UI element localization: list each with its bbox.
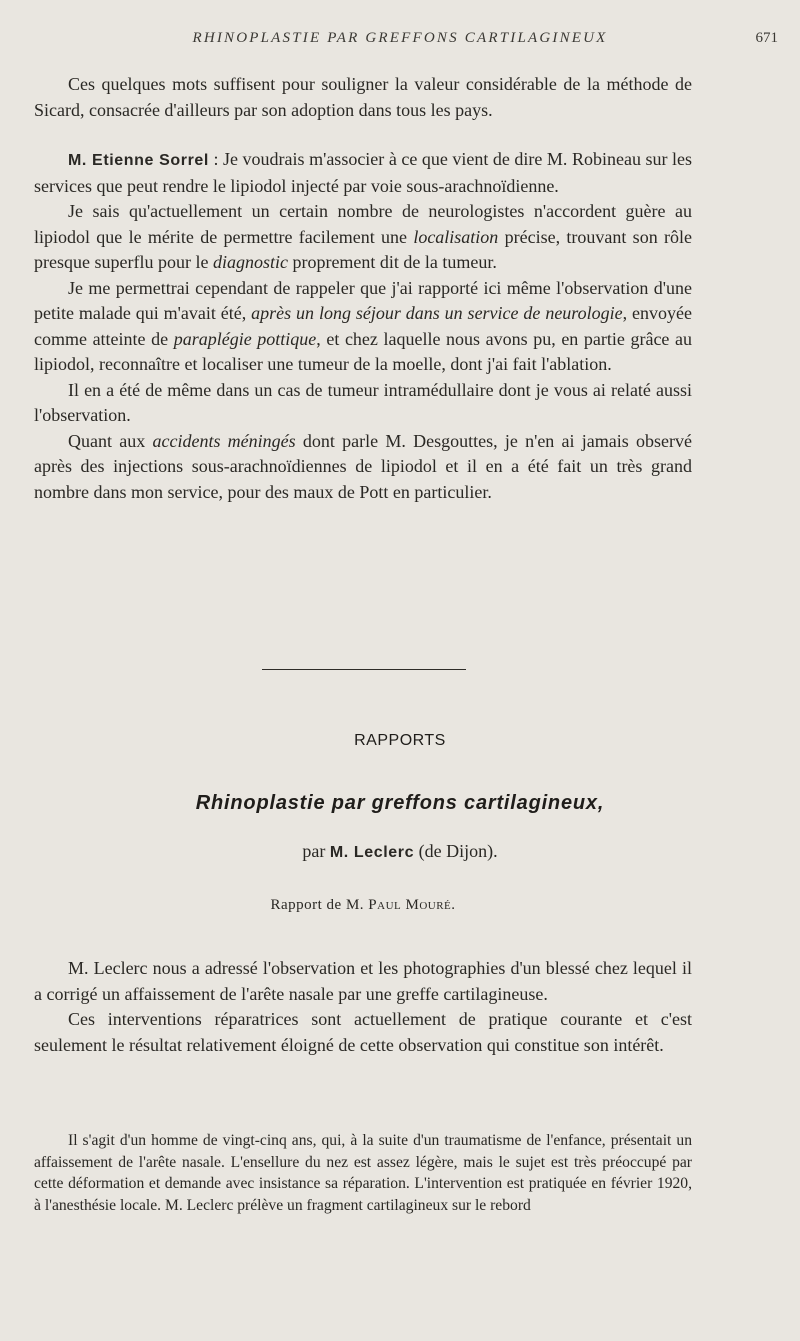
section-divider xyxy=(262,669,466,670)
page-number: 671 xyxy=(755,30,778,46)
report-paragraph-1: M. Leclerc nous a adressé l'observation et les photographies d'un blessé chez lequel il a corrigé un affaissement de l'arête nasale par une greffe cartilagineuse. xyxy=(34,958,692,1004)
credit-suffix: . xyxy=(451,897,456,913)
discussion-text xyxy=(34,72,692,505)
paragraph-3-d: diagnostic xyxy=(212,252,288,272)
paragraph-6-c: dont parle M. Desgouttes, je n'en ai jamais observé après des injections sous-arachnoïdiennes de lipiodol et il en a été fait un très grand nombre dans mon service, pour des maux de Pott en particulier. xyxy=(34,430,692,502)
credit-name: Paul Mouré xyxy=(368,897,452,913)
byline-author: M. Leclerc xyxy=(329,844,415,861)
paragraph-3-a: Je sais qu'actuellement un certain nombre de neurologistes n'accordent guère au lipiodol que le mérite de permettre facilement une xyxy=(34,201,692,247)
paragraph-6-a: Quant aux xyxy=(68,430,153,451)
paragraph-2 xyxy=(34,147,692,199)
running-head xyxy=(0,28,800,52)
paragraph-3-b: localisation xyxy=(413,226,499,247)
running-title: RHINOPLASTIE PAR GREFFONS CARTILAGINEUX xyxy=(192,30,608,46)
paragraph-6 xyxy=(34,429,692,506)
report-case-text xyxy=(34,1130,692,1216)
paragraph-4-e: , et chez laquelle nous avons pu, en partie grâce au lipiodol, reconnaître et localiser une tumeur de la moelle, dont j'ai fait l'ablation. xyxy=(34,328,692,374)
paragraph-1: Ces quelques mots suffisent pour souligner la valeur considérable de la méthode de Sicard, consacrée d'ailleurs par son adoption dans tous les pays. xyxy=(34,74,692,120)
paragraph-3 xyxy=(34,199,692,276)
paragraph-6-b: accidents méningés xyxy=(152,430,296,451)
report-credit xyxy=(0,897,726,914)
report-text xyxy=(34,956,692,1058)
byline-prefix: par xyxy=(302,841,330,861)
paragraph-3-c: précise, trouvant son rôle presque superflu pour le xyxy=(34,226,692,272)
paragraph-4-a: Je me permettrai cependant de rappeler que j'ai rapporté ici même l'observation d'une petite malade qui m'avait été, xyxy=(34,277,692,323)
paragraph-4-d: paraplégie pottique xyxy=(173,328,317,349)
report-paragraph-2: Ces interventions réparatrices sont actuellement de pratique courante et c'est seulement le résultat relativement éloigné de cette observation qui constitue son intérêt. xyxy=(34,1009,692,1055)
paragraph-2-text: : Je voudrais m'associer à ce que vient de dire M. Robineau sur les services que peut rendre le lipiodol injecté par voie sous-arachnoïdienne. xyxy=(34,149,692,196)
paragraph-4-c: , envoyée comme atteinte de xyxy=(34,303,693,349)
speaker-name: M. Etienne Sorrel xyxy=(68,152,209,169)
byline-suffix: (de Dijon). xyxy=(414,841,498,861)
paragraph-5: Il en a été de même dans un cas de tumeur intramédullaire dont je vous ai relaté aussi l'observation. xyxy=(34,379,692,425)
section-heading: RAPPORTS xyxy=(354,732,446,749)
report-paragraph-3: Il s'agit d'un homme de vingt-cinq ans, qui, à la suite d'un traumatisme de l'enfance, présentait un affaissement de l'arête nasale. L'ensellure du nez est assez légère, mais le sujet est très préoccupé par cette déformation et demande avec insistance sa réparation. L'intervention est pratiquée en février 1920, à l'anesthésie locale. M. Leclerc prélève un fragment cartilagineux sur le rebord xyxy=(34,1132,692,1214)
article-title: Rhinoplastie par greffons cartilagineux, xyxy=(195,792,605,814)
credit-prefix: Rapport de M. xyxy=(270,897,369,913)
paragraph-3-e: proprement dit de la tumeur. xyxy=(287,252,497,272)
paragraph-4-b: après un long séjour dans un service de neurologie xyxy=(251,303,623,323)
byline xyxy=(0,841,800,862)
paragraph-4 xyxy=(34,276,692,378)
